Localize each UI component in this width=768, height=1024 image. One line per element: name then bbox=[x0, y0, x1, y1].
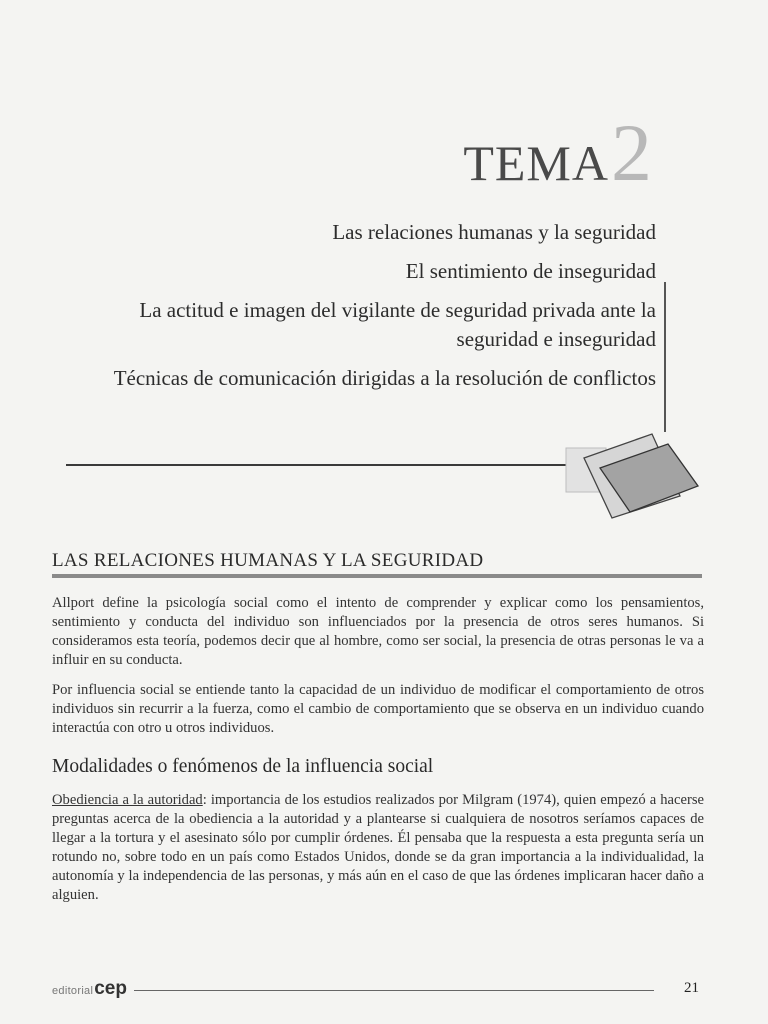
topic-item: Técnicas de comunicación dirigidas a la resolución de conflictos bbox=[113, 366, 656, 390]
chapter-number: 2 bbox=[611, 107, 652, 198]
paragraph-text: : importancia de los estudios realizados por Milgram (1974), quien empezó a hacerse preguntas acerca de la obediencia a la autoridad y a plantearse si cualquiera de nosotros seríamos capaces de llegar a la tortura y el asesinato sólo por cumplir órdenes. Él pensaba que la respuesta a esta pregunta sería un rotundo no, sobre todo en un país como Estados Unidos, donde se da gran importancia a la individualidad, la autonomía y la independencia de las personas, y más aún en el caso de que las órdenes implicaran hacer daño a alguien. bbox=[52, 792, 705, 903]
publisher-logo bbox=[52, 978, 127, 1000]
chapter-label: TEMA bbox=[463, 135, 609, 191]
topic-item: La actitud e imagen del vigilante de seguridad privada ante la seguridad e inseguridad bbox=[139, 298, 656, 351]
page-number: 21 bbox=[684, 980, 699, 996]
footer-rule bbox=[134, 990, 654, 991]
topic-item: Las relaciones humanas y la seguridad bbox=[332, 220, 656, 244]
header-divider bbox=[66, 464, 596, 466]
paragraph: Por influencia social se entiende tanto la capacidad de un individuo de modificar el comportamiento de otros individuos sin recurrir a la fuerza, como el cambio de comportamiento que se observa en un individuo cuando interactúa con otro u otros individuos. bbox=[52, 682, 704, 736]
paragraph bbox=[52, 791, 704, 905]
topic-item: El sentimiento de inseguridad bbox=[405, 259, 656, 283]
logo-prefix: editorial bbox=[52, 985, 94, 997]
section-title: LAS RELACIONES HUMANAS Y LA SEGURIDAD bbox=[52, 550, 702, 578]
paragraph: Allport define la psicología social como el intento de comprender y explicar como los pensamientos, sentimiento y conducta del individuo son influenciados por la presencia de otros seres humanos. Si consideramos esta teoría, podemos decir que al hombre, como ser social, la presencia de otras personas le va a influir en su conducta. bbox=[52, 595, 704, 668]
logo-brand: cep bbox=[94, 978, 127, 999]
chapter-heading bbox=[463, 107, 652, 198]
subsection-heading: Modalidades o fenómenos de la influencia social bbox=[52, 756, 434, 777]
chapter-topics bbox=[96, 218, 656, 403]
topics-vertical-rule bbox=[664, 282, 666, 432]
term-underlined: Obediencia a la autoridad bbox=[52, 792, 203, 808]
decorative-cards-graphic bbox=[560, 426, 705, 521]
